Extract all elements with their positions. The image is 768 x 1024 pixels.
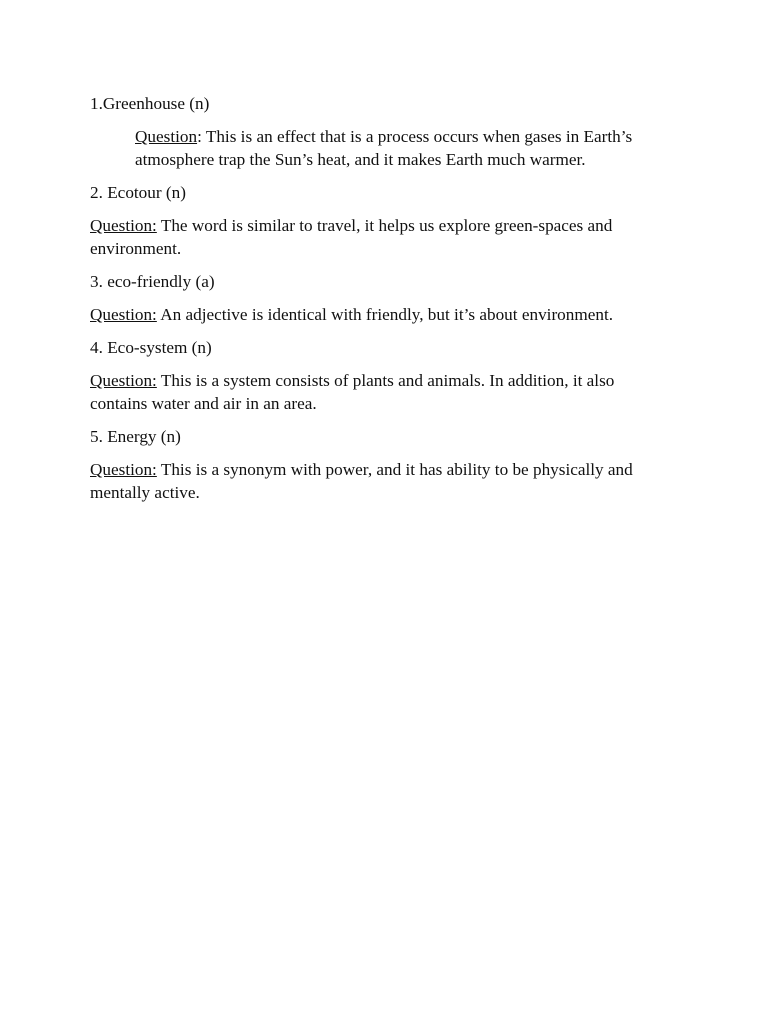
term-heading: 2. Ecotour (n) bbox=[90, 183, 186, 202]
question-label: Question bbox=[135, 127, 198, 146]
vocab-entry bbox=[90, 425, 670, 504]
term-heading: 4. Eco-system (n) bbox=[90, 338, 212, 357]
question-separator: : bbox=[197, 127, 206, 146]
term-heading: 5. Energy (n) bbox=[90, 427, 181, 446]
vocab-entry bbox=[90, 336, 670, 415]
term-heading: 3. eco-friendly (a) bbox=[90, 272, 215, 291]
question-text: An adjective is identical with friendly, but it’s about environment. bbox=[160, 305, 614, 324]
question-paragraph bbox=[90, 214, 670, 260]
question-label: Question: bbox=[90, 216, 157, 235]
vocab-entry bbox=[90, 181, 670, 260]
vocab-entry bbox=[90, 92, 670, 171]
question-text: This is a system consists of plants and animals. In addition, it also contains water and air in an area. bbox=[90, 371, 615, 413]
document-page bbox=[90, 92, 670, 514]
question-label: Question: bbox=[90, 371, 157, 390]
question-paragraph bbox=[90, 458, 670, 504]
question-text: This is an effect that is a process occurs when gases in Earth’s atmosphere trap the Sun’s heat, and it makes Earth much warmer. bbox=[135, 127, 633, 169]
question-label: Question: bbox=[90, 305, 157, 324]
question-paragraph bbox=[90, 125, 670, 171]
question-paragraph bbox=[90, 303, 670, 326]
question-text: This is a synonym with power, and it has ability to be physically and mentally active. bbox=[90, 460, 633, 502]
vocab-entry bbox=[90, 270, 670, 326]
term-heading: 1.Greenhouse (n) bbox=[90, 94, 210, 113]
question-text: The word is similar to travel, it helps us explore green-spaces and environment. bbox=[90, 216, 613, 258]
question-label: Question: bbox=[90, 460, 157, 479]
question-paragraph bbox=[90, 369, 670, 415]
